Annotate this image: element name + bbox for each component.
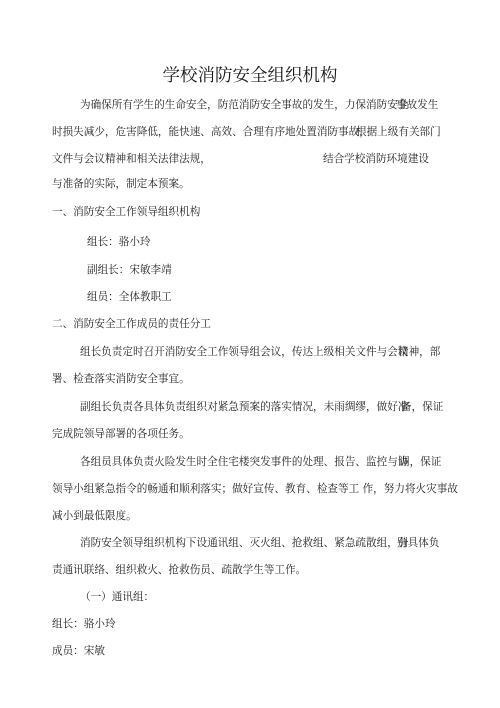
intro-line-3b: 结合学校消防环境建设 [323, 153, 429, 165]
intro-line-4: 与准备的实际，制定本预案。 [52, 178, 190, 190]
intro-line-2b: 根据上级有关部门 [356, 126, 441, 138]
section-3-members: 成员：宋敏 [52, 645, 105, 657]
section-1-deputy: 副组长：宋敏李靖 [87, 264, 172, 276]
section-2-para-3a: 各组员具体负责火险发生时全住宅楼突发事件的处理、报告、监控与协 [80, 456, 409, 468]
intro-line-1b: 事故发生 [396, 99, 439, 111]
section-2-para-2a: 副组长负责各具体负责组织对紧急预案的落实情况，未雨绸缪，做好准 [80, 401, 409, 413]
section-2-para-1c: 署、检查落实消防安全事宜。 [52, 373, 190, 385]
section-3-heading: （一）通讯组： [80, 591, 155, 603]
section-2-para-2c: 完成院领导部署的各项任务。 [52, 428, 190, 440]
section-2-para-3d: 减小到最低限度。 [52, 510, 137, 522]
section-1-heading: 一、消防安全工作领导组织机构 [52, 206, 201, 218]
section-2-para-3b: 调，保证 [399, 456, 442, 468]
section-2-para-2b: 备，保证 [401, 401, 444, 413]
section-2-para-4c: 责通讯联络、组织救火、抢救伤员、疏散学生等工作。 [52, 564, 307, 576]
section-2-para-4a: 消防安全领导组织机构下设通讯组、灭火组、抢救组、紧急疏散组，分 [80, 537, 409, 549]
document-title: 学校消防安全组织机构 [162, 66, 338, 86]
section-2-para-1a: 组长负责定时召开消防安全工作领导组会议，传达上级相关文件与会议 [80, 346, 409, 358]
section-2-para-4b: 别具体负 [397, 537, 440, 549]
intro-line-3a: 文件与会议精神和相关法律法规， [52, 153, 211, 165]
section-3-leader: 组长：骆小玲 [52, 618, 116, 630]
section-2-para-3c: 领导小组紧急指令的畅通和顺利落实；做好宣传、教育、检查等工 作，努力将火灾事故 [52, 483, 458, 495]
section-1-members: 组员：全体教职工 [87, 291, 172, 303]
intro-line-1a: 为确保所有学生的生命安全，防范消防安全事故的发生，力保消防安全 [80, 99, 409, 111]
section-2-heading: 二、消防安全工作成员的责任分工 [52, 318, 211, 330]
section-2-para-1b: 精神，部 [398, 346, 441, 358]
section-1-leader: 组长：骆小玲 [87, 236, 151, 248]
intro-line-2a: 时损失减少，危害降低，能快速、高效、合理有序地处置消防事故， [52, 126, 370, 138]
